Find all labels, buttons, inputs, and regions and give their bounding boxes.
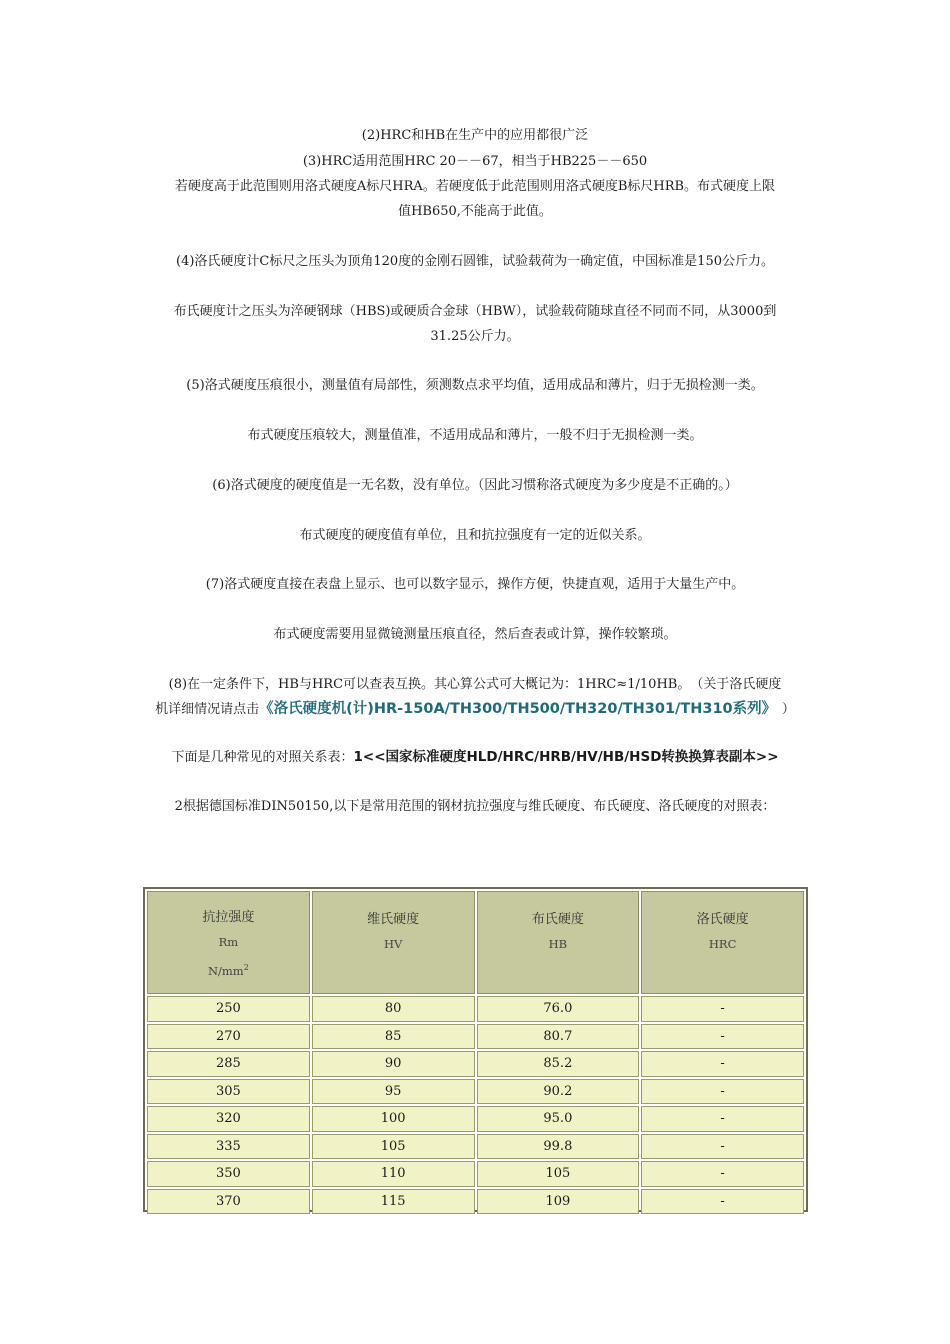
cell-rm: 270	[147, 1024, 310, 1050]
cell-hv: 100	[312, 1106, 475, 1132]
header-spacer	[478, 957, 639, 982]
comparison-intro-prefix: 下面是几种常见的对照关系表：	[171, 750, 354, 765]
conversion-prefix: 机详细情况请点击	[155, 702, 260, 717]
cell-rm: 250	[147, 996, 310, 1022]
paragraph-rockwell-indentation: (5)洛式硬度压痕很小，测量值有局部性，须测数点求平均值，适用成品和薄片，归于无损检测一类。	[186, 378, 764, 393]
paragraph-rockwell-indenter: (4)洛氏硬度计C标尺之压头为顶角120度的金刚石圆锥，试验载荷为一确定值，中国标准是150公斤力。	[176, 254, 774, 269]
paragraph-conversion-line2	[140, 699, 810, 720]
table-row	[147, 1051, 804, 1077]
header-spacer	[313, 957, 474, 982]
table-row	[147, 1189, 804, 1215]
table-row	[147, 1079, 804, 1105]
cell-hrc: -	[641, 1024, 804, 1050]
header-unit	[148, 955, 309, 984]
paragraph-brinell-indentation: 布式硬度压痕较大，测量值准，不适用成品和薄片，一般不归于无损检测一类。	[247, 428, 703, 443]
header-sub: HB	[548, 937, 568, 951]
cell-hv: 80	[312, 996, 475, 1022]
table-row	[147, 1161, 804, 1187]
table-row	[147, 1106, 804, 1132]
cell-rm: 370	[147, 1189, 310, 1215]
paragraph-hra-hrb-line1: 若硬度高于此范围则用洛式硬度A标尺HRA。若硬度低于此范围则用洛式硬度B标尺HRB。布式硬度上限	[174, 179, 776, 194]
cell-hrc: -	[641, 1161, 804, 1187]
paragraph-rockwell-unit: (6)洛式硬度的硬度值是一无名数，没有单位。（因此习惯称洛式硬度为多少度是不正确的。）	[212, 478, 738, 493]
conversion-suffix: ）	[768, 702, 795, 717]
header-spacer	[642, 957, 803, 982]
cell-hrc: -	[641, 1106, 804, 1132]
paragraph-hra-hrb-line2: 值HB650,不能高于此值。	[398, 204, 552, 219]
table-row	[147, 1024, 804, 1050]
table-row	[147, 1134, 804, 1160]
cell-hv: 90	[312, 1051, 475, 1077]
header-sub: HRC	[708, 937, 737, 951]
paragraph-brinell-indenter-line2: 31.25公斤力。	[430, 329, 520, 344]
header-sub: Rm	[218, 935, 239, 950]
header-tensile-strength	[147, 891, 310, 994]
conversion-table-link[interactable]: 1<<国家标准硬度HLD/HRC/HRB/HV/HB/HSD转换换算表副本>>	[353, 749, 779, 765]
cell-hb: 109	[477, 1189, 640, 1215]
cell-rm: 285	[147, 1051, 310, 1077]
paragraph-brinell-indenter-line1: 布氏硬度计之压头为淬硬钢球（HBS)或硬质合金球（HBW），试验载荷随球直径不同而不同，从3000到	[173, 304, 777, 319]
cell-hb: 85.2	[477, 1051, 640, 1077]
cell-hrc: -	[641, 1134, 804, 1160]
table-row	[147, 996, 804, 1022]
cell-rm: 320	[147, 1106, 310, 1132]
cell-hv: 95	[312, 1079, 475, 1105]
cell-hrc: -	[641, 1051, 804, 1077]
header-vickers	[312, 891, 475, 994]
cell-rm: 350	[147, 1161, 310, 1187]
cell-hv: 110	[312, 1161, 475, 1187]
paragraph-hrc-range: (3)HRC适用范围HRC 20－－67，相当于HB225－－650	[302, 154, 648, 169]
cell-hb: 99.8	[477, 1134, 640, 1160]
header-title: 洛氏硬度	[696, 912, 749, 927]
header-title: 抗拉强度	[202, 910, 255, 926]
hardness-comparison-table	[143, 887, 808, 1212]
header-brinell	[477, 891, 640, 994]
cell-rm: 335	[147, 1134, 310, 1160]
cell-hb: 90.2	[477, 1079, 640, 1105]
paragraph-hrc-hb-usage: (2)HRC和HB在生产中的应用都很广泛	[361, 128, 589, 143]
header-unit-text: N/mm	[207, 963, 244, 978]
rockwell-series-link[interactable]: 《洛氏硬度机(计)HR-150A/TH300/TH500/TH320/TH301/TH310系列》	[259, 701, 769, 717]
header-title: 布氏硬度	[531, 912, 584, 927]
header-title: 维氏硬度	[367, 912, 420, 927]
cell-hv: 105	[312, 1134, 475, 1160]
paragraph-comparison-intro	[140, 747, 810, 768]
cell-rm: 305	[147, 1079, 310, 1105]
paragraph-rockwell-display: (7)洛式硬度直接在表盘上显示、也可以数字显示，操作方便，快捷直观，适用于大量生产中。	[205, 577, 745, 592]
cell-hrc: -	[641, 1189, 804, 1215]
paragraph-brinell-measure: 布式硬度需要用显微镜测量压痕直径，然后查表或计算，操作较繁琐。	[273, 627, 677, 642]
cell-hrc: -	[641, 996, 804, 1022]
paragraph-conversion-line1: (8)在一定条件下，HB与HRC可以查表互换。其心算公式可大概记为：1HRC≈1/10HB。 （关于洛氏硬度	[168, 677, 782, 692]
cell-hv: 85	[312, 1024, 475, 1050]
table-header-row	[147, 891, 804, 994]
cell-hb: 80.7	[477, 1024, 640, 1050]
header-sub: HV	[383, 937, 403, 951]
paragraph-brinell-unit: 布式硬度的硬度值有单位，且和抗拉强度有一定的近似关系。	[299, 528, 651, 543]
cell-hb: 76.0	[477, 996, 640, 1022]
cell-hrc: -	[641, 1079, 804, 1105]
header-rockwell	[641, 891, 804, 994]
paragraph-din50150: 2根据德国标准DIN50150,以下是常用范围的钢材抗拉强度与维氏硬度、布氏硬度、洛氏硬度的对照表：	[174, 799, 776, 814]
cell-hb: 105	[477, 1161, 640, 1187]
cell-hv: 115	[312, 1189, 475, 1215]
cell-hb: 95.0	[477, 1106, 640, 1132]
header-unit-sup: 2	[243, 963, 249, 973]
